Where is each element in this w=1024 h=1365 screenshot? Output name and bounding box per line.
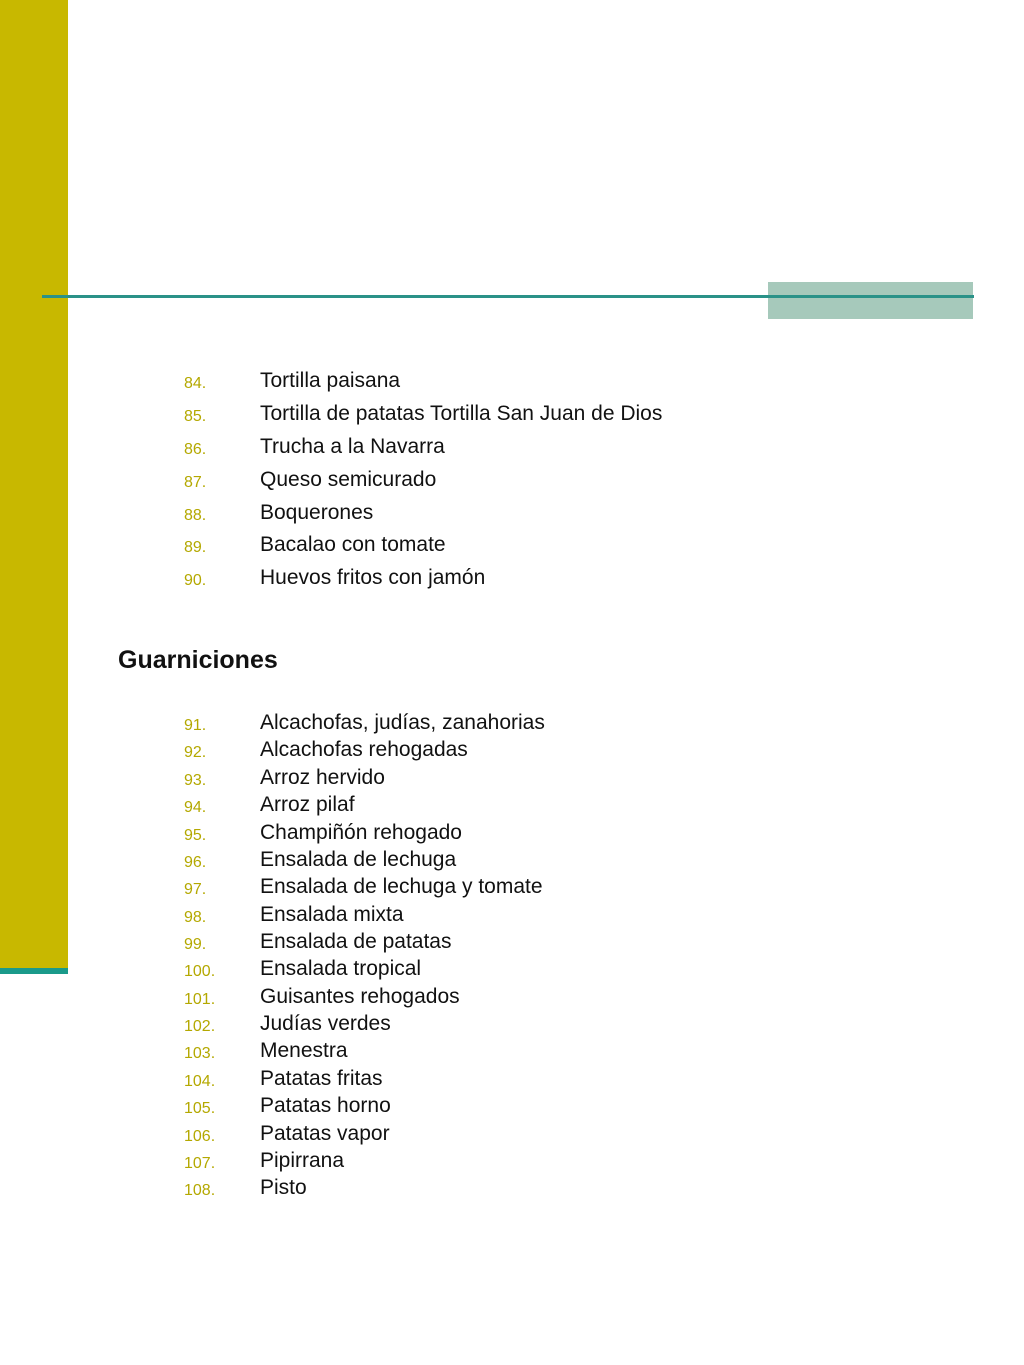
item-number: 84. <box>184 375 207 392</box>
item-label: Judías verdes <box>260 1012 391 1035</box>
list-item <box>0 875 900 903</box>
item-number: 103. <box>184 1045 216 1062</box>
item-label: Patatas vapor <box>260 1122 390 1145</box>
item-number: 105. <box>184 1100 216 1117</box>
item-number: 89. <box>184 539 207 556</box>
item-number: 104. <box>184 1073 216 1090</box>
list-item <box>0 1176 900 1204</box>
list-item <box>0 848 900 876</box>
list-item <box>0 501 900 529</box>
list-item <box>0 1094 900 1122</box>
list-item <box>0 793 900 821</box>
item-number: 100. <box>184 963 216 980</box>
item-number: 86. <box>184 441 207 458</box>
list-item <box>0 369 900 397</box>
item-label: Menestra <box>260 1039 348 1062</box>
item-number: 94. <box>184 799 207 816</box>
item-label: Arroz pilaf <box>260 793 355 816</box>
list-item <box>0 957 900 985</box>
list-item <box>0 985 900 1013</box>
list-item <box>0 1067 900 1095</box>
item-label: Alcachofas, judías, zanahorias <box>260 711 545 734</box>
item-label: Arroz hervido <box>260 766 385 789</box>
list-item <box>0 738 900 766</box>
item-label: Ensalada tropical <box>260 957 422 980</box>
item-label: Tortilla de patatas Tortilla San Juan de Dios <box>260 402 663 425</box>
item-number: 98. <box>184 909 207 926</box>
item-label: Queso semicurado <box>260 468 437 491</box>
section-heading: Guarniciones <box>118 646 278 674</box>
item-label: Bacalao con tomate <box>260 533 446 556</box>
list-item <box>0 1039 900 1067</box>
item-label: Ensalada mixta <box>260 903 404 926</box>
item-number: 90. <box>184 572 207 589</box>
header-rule <box>42 295 974 298</box>
item-label: Ensalada de lechuga <box>260 848 457 871</box>
list-item <box>0 1122 900 1150</box>
item-number: 106. <box>184 1128 216 1145</box>
item-label: Tortilla paisana <box>260 369 401 392</box>
item-number: 92. <box>184 744 207 761</box>
item-number: 97. <box>184 881 207 898</box>
item-label: Patatas fritas <box>260 1067 383 1090</box>
item-number: 108. <box>184 1182 216 1199</box>
list-item <box>0 1012 900 1040</box>
list-item <box>0 821 900 849</box>
list-item <box>0 930 900 958</box>
item-number: 102. <box>184 1018 216 1035</box>
list-item <box>0 1149 900 1177</box>
item-label: Pisto <box>260 1176 307 1199</box>
item-number: 99. <box>184 936 207 953</box>
item-number: 96. <box>184 854 207 871</box>
item-label: Guisantes rehogados <box>260 985 460 1008</box>
list-item <box>0 468 900 496</box>
list-item <box>0 766 900 794</box>
item-label: Boquerones <box>260 501 374 524</box>
list-item <box>0 435 900 463</box>
item-label: Champiñón rehogado <box>260 821 462 844</box>
list-item <box>0 402 900 430</box>
item-label: Patatas horno <box>260 1094 391 1117</box>
item-label: Ensalada de patatas <box>260 930 452 953</box>
item-label: Huevos fritos con jamón <box>260 566 486 589</box>
item-number: 87. <box>184 474 207 491</box>
list-item <box>0 533 900 561</box>
item-label: Alcachofas rehogadas <box>260 738 468 761</box>
item-number: 88. <box>184 507 207 524</box>
item-number: 101. <box>184 991 216 1008</box>
item-label: Trucha a la Navarra <box>260 435 445 458</box>
list-item <box>0 566 900 594</box>
item-label: Pipirrana <box>260 1149 345 1172</box>
header-rule-block <box>768 282 973 319</box>
item-number: 95. <box>184 827 207 844</box>
item-number: 85. <box>184 408 207 425</box>
item-number: 91. <box>184 717 207 734</box>
list-item <box>0 711 900 739</box>
list-item <box>0 903 900 931</box>
item-label: Ensalada de lechuga y tomate <box>260 875 543 898</box>
item-number: 107. <box>184 1155 216 1172</box>
item-number: 93. <box>184 772 207 789</box>
